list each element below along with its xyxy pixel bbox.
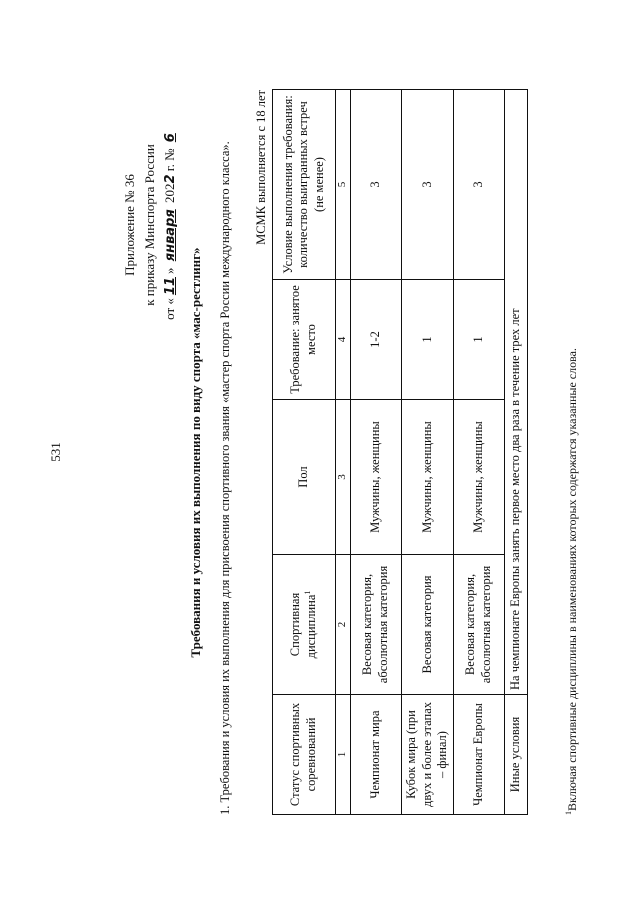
cell-discipline: Весовая категория, абсолютная категория	[351, 555, 402, 695]
column-number: 4	[336, 280, 351, 400]
cell-status: Чемпионат мира	[351, 695, 402, 815]
cell-wins: 3	[402, 90, 454, 280]
age-note: МСМК выполняется с 18 лет	[254, 90, 268, 245]
header-place: Требование: занятое место	[273, 280, 336, 400]
date-day-handwritten: 11	[163, 277, 178, 296]
cell-sex: Мужчины, женщины	[351, 400, 402, 555]
cell-wins: 3	[453, 90, 504, 280]
appendix-header	[120, 105, 181, 345]
order-date-line	[160, 105, 181, 345]
footnote-mark: 1	[564, 811, 573, 815]
table-row	[402, 90, 454, 815]
cell-sex: Мужчины, женщины	[402, 400, 454, 555]
date-mid: »	[162, 267, 177, 274]
cell-place: 1	[402, 280, 454, 400]
header-wins: Условие выполнения требования: количество выигранных встреч (не менее)	[273, 90, 336, 280]
cell-status: Кубок мира (при двух и более этапах – финал)	[402, 695, 454, 815]
date-prefix: от «	[162, 298, 177, 320]
appendix-number: Приложение № 36	[122, 174, 137, 276]
footnote-mark: 1	[303, 590, 313, 595]
column-number: 1	[336, 695, 351, 815]
table-header-row	[273, 90, 336, 815]
cell-sex: Мужчины, женщины	[453, 400, 504, 555]
footnote	[564, 90, 580, 815]
table-row	[453, 90, 504, 815]
column-number: 5	[336, 90, 351, 280]
column-number: 3	[336, 400, 351, 555]
cell-discipline: Весовая категория	[402, 555, 454, 695]
order-reference: к приказу Минспорта России	[142, 144, 157, 306]
date-month-handwritten: января	[163, 209, 178, 262]
cell-status: Чемпионат Европы	[453, 695, 504, 815]
cell-place: 1-2	[351, 280, 402, 400]
other-conditions-row	[504, 90, 527, 815]
header-status: Статус спортивных соревнований	[273, 695, 336, 815]
cell-place: 1	[453, 280, 504, 400]
intro-paragraph: 1. Требования и условия их выполнения для присвоения спортивного звания «мастер спорта России международного класса».	[218, 141, 232, 815]
date-after-year: г. №	[162, 148, 177, 172]
date-year-prefix: 202	[162, 183, 177, 204]
table-row	[351, 90, 402, 815]
header-sex: Пол	[273, 400, 336, 555]
requirements-table	[272, 89, 528, 815]
other-conditions-text: На чемпионате Европы занять первое место два раза в течение трех лет	[504, 90, 527, 695]
column-number: 2	[336, 555, 351, 695]
date-year-suffix-handwritten: 2	[163, 174, 178, 184]
header-discipline	[273, 555, 336, 695]
page-number: 531	[48, 442, 63, 462]
header-discipline-label: Спортивная дисциплина	[287, 592, 319, 659]
cell-wins: 3	[351, 90, 402, 280]
document-title: Требования и условия их выполнения по виду спорта «мас-рестлинг»	[188, 247, 203, 658]
other-conditions-label: Иные условия	[504, 695, 527, 815]
column-numbers-row	[336, 90, 351, 815]
footnote-text: Включая спортивные дисциплины в наименованиях которых содержатся указанные слова.	[565, 348, 579, 811]
order-number-handwritten: 6	[163, 133, 178, 143]
rotated-page-content	[116, 90, 579, 815]
cell-discipline: Весовая категория, абсолютная категория	[453, 555, 504, 695]
